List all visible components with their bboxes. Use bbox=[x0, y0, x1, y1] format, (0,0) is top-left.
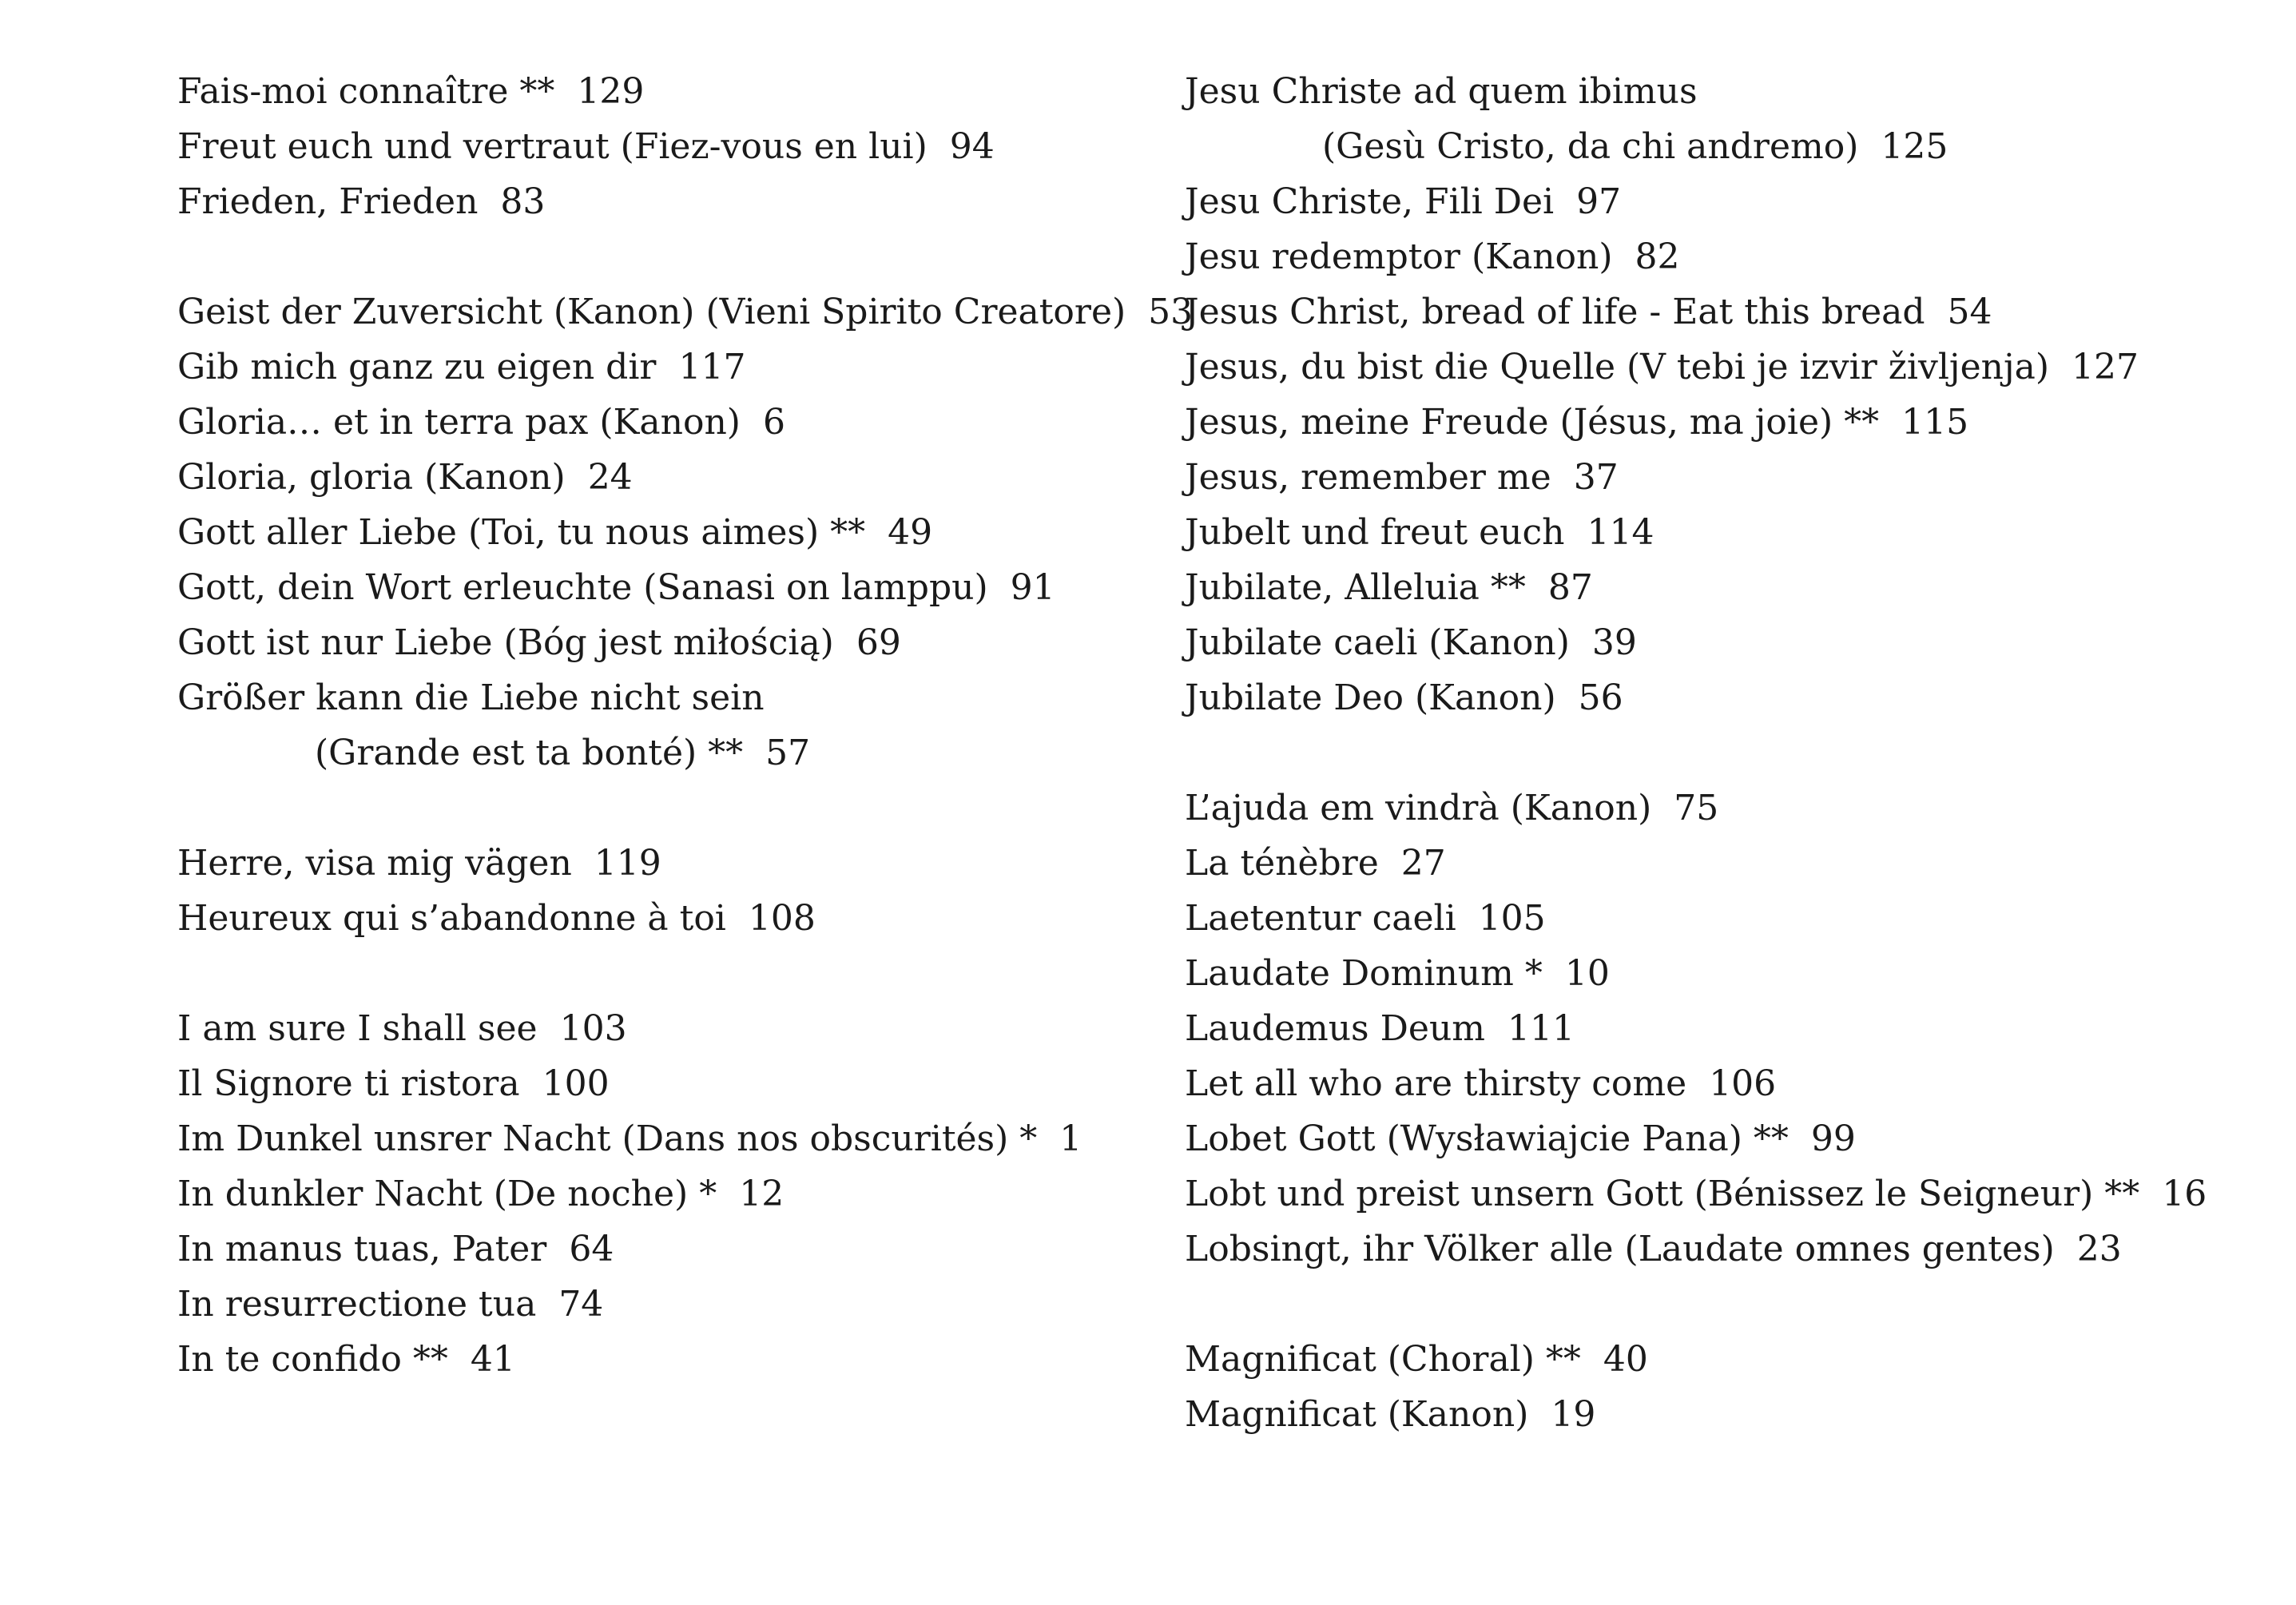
entry-title: Jesus, remember me bbox=[1185, 457, 1551, 498]
entry-title: Magnificat (Kanon) bbox=[1185, 1394, 1529, 1435]
entry-page-number: 105 bbox=[1478, 898, 1546, 939]
entry-page-number: 16 bbox=[2162, 1174, 2207, 1214]
entry-page-number: 53 bbox=[1148, 292, 1194, 332]
index-entry bbox=[1185, 229, 2223, 284]
entry-title: Herre, visa mig vägen bbox=[177, 843, 572, 884]
index-entry bbox=[1185, 1001, 2223, 1056]
entry-title: Laetentur caeli bbox=[1185, 898, 1456, 939]
entry-title: (Gesù Cristo, da chi andremo) bbox=[1322, 126, 1859, 167]
entry-title: Gloria, gloria (Kanon) bbox=[177, 457, 566, 498]
index-entry bbox=[1185, 1222, 2223, 1277]
entry-page-number: 115 bbox=[1901, 402, 1969, 443]
index-entry bbox=[1185, 670, 2223, 725]
section-gap bbox=[177, 781, 1152, 836]
entry-title: Heureux qui s’abandonne à toi bbox=[177, 898, 726, 939]
entry-page-number: 127 bbox=[2072, 347, 2139, 387]
entry-page-number: 64 bbox=[569, 1229, 614, 1269]
entry-title: Lobet Gott (Wysławiajcie Pana) ** bbox=[1185, 1118, 1789, 1159]
entry-title: Jubilate Deo (Kanon) bbox=[1185, 677, 1556, 718]
entry-page-number: 119 bbox=[594, 843, 661, 884]
index-entry bbox=[177, 119, 1152, 174]
entry-title: Größer kann die Liebe nicht sein bbox=[177, 677, 765, 718]
index-entry bbox=[177, 560, 1152, 615]
index-entry bbox=[177, 1056, 1152, 1111]
index-entry bbox=[177, 395, 1152, 450]
entry-title: Lobsingt, ihr Völker alle (Laudate omnes gentes) bbox=[1185, 1229, 2055, 1269]
entry-page-number: 108 bbox=[748, 898, 816, 939]
index-entry bbox=[1185, 284, 2223, 340]
entry-title: In te confido ** bbox=[177, 1339, 448, 1380]
index-entry bbox=[177, 284, 1194, 340]
index-entry bbox=[1185, 836, 2223, 891]
entry-page-number: 117 bbox=[678, 347, 746, 387]
index-entry bbox=[177, 891, 1152, 946]
entry-title: Magnificat (Choral) ** bbox=[1185, 1339, 1581, 1380]
entry-page-number: 1 bbox=[1059, 1118, 1082, 1159]
index-entry bbox=[1185, 174, 2223, 229]
entry-title: In dunkler Nacht (De noche) * bbox=[177, 1174, 717, 1214]
index-entry bbox=[177, 1222, 1152, 1277]
entry-page-number: 54 bbox=[1947, 292, 1992, 332]
index-entry bbox=[1185, 1056, 2223, 1111]
entry-page-number: 106 bbox=[1709, 1063, 1777, 1104]
index-entry bbox=[1185, 340, 2223, 395]
entry-page-number: 19 bbox=[1551, 1394, 1596, 1435]
entry-page-number: 37 bbox=[1573, 457, 1619, 498]
entry-page-number: 24 bbox=[587, 457, 633, 498]
index-entry bbox=[1185, 395, 2223, 450]
entry-page-number: 99 bbox=[1810, 1118, 1856, 1159]
entry-page-number: 114 bbox=[1587, 512, 1654, 553]
entry-title: Fais-moi connaître ** bbox=[177, 71, 555, 112]
entry-title: (Grande est ta bonté) ** bbox=[315, 733, 744, 773]
index-entry bbox=[1185, 615, 2223, 670]
index-entry bbox=[177, 836, 1152, 891]
index-column-right bbox=[1185, 64, 2223, 1442]
entry-page-number: 111 bbox=[1507, 1008, 1575, 1049]
section-gap bbox=[177, 946, 1152, 1001]
entry-page-number: 6 bbox=[762, 402, 785, 443]
entry-page-number: 69 bbox=[856, 622, 901, 663]
index-entry bbox=[177, 340, 1152, 395]
entry-page-number: 12 bbox=[739, 1174, 785, 1214]
entry-title: L’ajuda em vindrà (Kanon) bbox=[1185, 788, 1652, 828]
index-entry bbox=[1185, 505, 2223, 560]
index-entry bbox=[1185, 1166, 2223, 1222]
entry-page-number: 87 bbox=[1547, 567, 1593, 608]
entry-page-number: 94 bbox=[949, 126, 995, 167]
entry-page-number: 125 bbox=[1881, 126, 1948, 167]
entry-page-number: 103 bbox=[559, 1008, 627, 1049]
entry-title: Gib mich ganz zu eigen dir bbox=[177, 347, 657, 387]
entry-title: Lobt und preist unsern Gott (Bénissez le Seigneur) ** bbox=[1185, 1174, 2140, 1214]
entry-title: Jubelt und freut euch bbox=[1185, 512, 1565, 553]
entry-title: Gott, dein Wort erleuchte (Sanasi on lamppu) bbox=[177, 567, 988, 608]
entry-page-number: 56 bbox=[1578, 677, 1623, 718]
index-entry bbox=[177, 1001, 1152, 1056]
entry-title: Geist der Zuversicht (Kanon) (Vieni Spirito Creatore) bbox=[177, 292, 1126, 332]
entry-page-number: 23 bbox=[2076, 1229, 2122, 1269]
entry-page-number: 40 bbox=[1603, 1339, 1648, 1380]
index-column-left bbox=[177, 64, 1194, 1387]
index-entry bbox=[1185, 450, 2223, 505]
index-entry bbox=[1185, 560, 2223, 615]
index-entry bbox=[177, 64, 1152, 119]
index-entry bbox=[177, 505, 1152, 560]
entry-title: Laudate Dominum * bbox=[1185, 953, 1543, 994]
entry-title: Laudemus Deum bbox=[1185, 1008, 1485, 1049]
index-entry bbox=[177, 1111, 1152, 1166]
entry-title: Jesus Christ, bread of life - Eat this bread bbox=[1185, 292, 1925, 332]
entry-title: Jesu Christe ad quem ibimus bbox=[1185, 71, 1698, 112]
index-entry bbox=[177, 1166, 1152, 1222]
entry-page-number: 57 bbox=[765, 733, 811, 773]
entry-title: Jesus, meine Freude (Jésus, ma joie) ** bbox=[1185, 402, 1880, 443]
index-entry bbox=[1185, 64, 2223, 119]
entry-title: Il Signore ti ristora bbox=[177, 1063, 520, 1104]
index-entry bbox=[177, 174, 1152, 229]
section-gap bbox=[177, 229, 1152, 284]
index-entry bbox=[1185, 891, 2223, 946]
entry-title: Let all who are thirsty come bbox=[1185, 1063, 1687, 1104]
entry-title: Gott ist nur Liebe (Bóg jest miłością) bbox=[177, 622, 834, 663]
entry-title: Frieden, Frieden bbox=[177, 181, 479, 222]
section-gap bbox=[1185, 1277, 2223, 1332]
index-entry bbox=[1185, 119, 2223, 174]
entry-page-number: 74 bbox=[558, 1284, 604, 1325]
entry-title: Jesus, du bist die Quelle (V tebi je izvir življenja) bbox=[1185, 347, 2049, 387]
entry-title: In resurrectione tua bbox=[177, 1284, 537, 1325]
entry-title: Gloria… et in terra pax (Kanon) bbox=[177, 402, 741, 443]
index-entry bbox=[177, 450, 1152, 505]
entry-page-number: 49 bbox=[888, 512, 933, 553]
entry-page-number: 100 bbox=[542, 1063, 610, 1104]
entry-title: Jubilate caeli (Kanon) bbox=[1185, 622, 1570, 663]
entry-page-number: 75 bbox=[1674, 788, 1719, 828]
index-entry bbox=[1185, 946, 2223, 1001]
index-entry bbox=[177, 615, 1152, 670]
index-entry bbox=[1185, 1332, 2223, 1387]
entry-page-number: 83 bbox=[500, 181, 546, 222]
entry-title: I am sure I shall see bbox=[177, 1008, 538, 1049]
index-entry bbox=[1185, 781, 2223, 836]
entry-title: Freut euch und vertraut (Fiez-vous en lui) bbox=[177, 126, 928, 167]
entry-page-number: 129 bbox=[577, 71, 645, 112]
index-entry bbox=[177, 1277, 1152, 1332]
entry-title: Jesu redemptor (Kanon) bbox=[1185, 236, 1613, 277]
section-gap bbox=[1185, 725, 2223, 781]
entry-title: Jesu Christe, Fili Dei bbox=[1185, 181, 1555, 222]
index-entry bbox=[177, 670, 1152, 725]
entry-page-number: 10 bbox=[1564, 953, 1610, 994]
index-entry bbox=[177, 1332, 1152, 1387]
entry-page-number: 39 bbox=[1591, 622, 1637, 663]
entry-page-number: 82 bbox=[1635, 236, 1680, 277]
entry-title: Jubilate, Alleluia ** bbox=[1185, 567, 1526, 608]
index-entry bbox=[177, 725, 1152, 781]
entry-page-number: 41 bbox=[470, 1339, 515, 1380]
index-entry bbox=[1185, 1387, 2223, 1442]
index-entry bbox=[1185, 1111, 2223, 1166]
entry-title: Im Dunkel unsrer Nacht (Dans nos obscurités) * bbox=[177, 1118, 1038, 1159]
entry-title: La ténèbre bbox=[1185, 843, 1379, 884]
entry-title: Gott aller Liebe (Toi, tu nous aimes) ** bbox=[177, 512, 866, 553]
entry-title: In manus tuas, Pater bbox=[177, 1229, 547, 1269]
entry-page-number: 97 bbox=[1576, 181, 1622, 222]
entry-page-number: 91 bbox=[1010, 567, 1055, 608]
entry-page-number: 27 bbox=[1400, 843, 1446, 884]
